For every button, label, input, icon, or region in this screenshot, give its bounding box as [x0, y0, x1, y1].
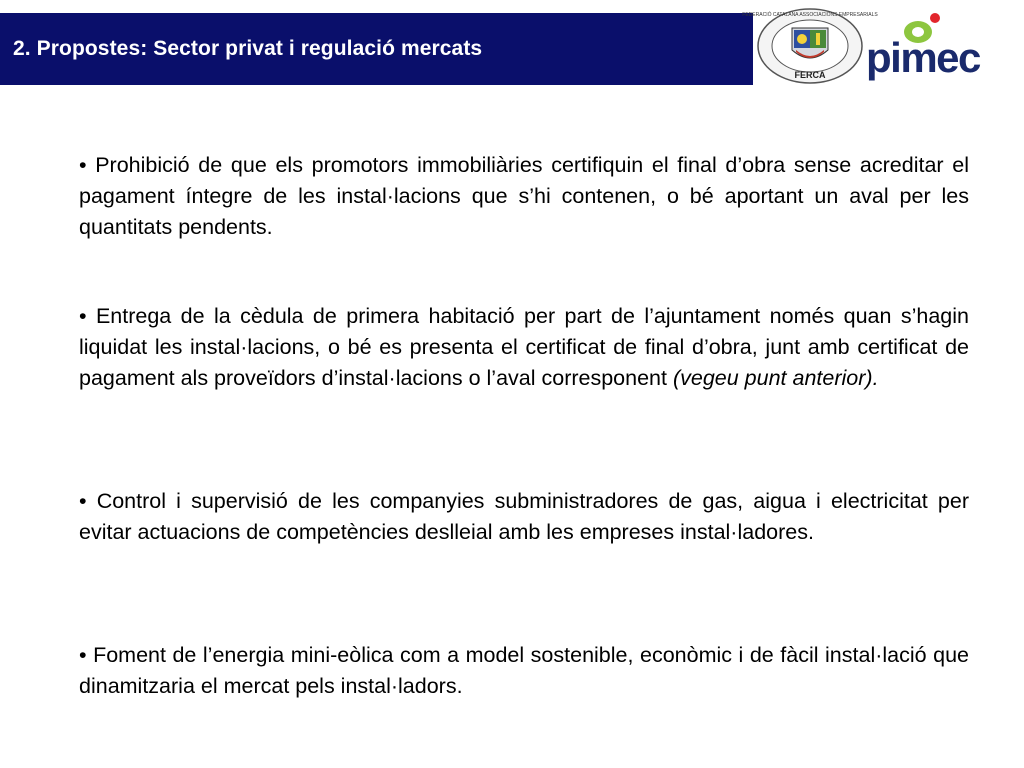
ferca-text: FERCA — [794, 70, 826, 80]
slide-title: 2. Propostes: Sector privat i regulació mercats — [13, 37, 483, 60]
pimec-logo — [866, 10, 996, 86]
bullet-period: . — [872, 366, 879, 390]
pimec-wordmark: pimec — [866, 34, 980, 81]
bullet-item-4 — [79, 640, 969, 702]
bullet-item-1 — [79, 150, 969, 243]
bullet-marker: • — [79, 153, 87, 177]
bullet-text: Control i supervisió de les companyies subministradores de gas, aigua i electricitat per evitar actuacions de competències deslleial amb les empreses instal·ladores. — [79, 489, 969, 544]
bullet-marker: • — [79, 643, 87, 667]
bullet-text: Prohibició de que els promotors immobiliàries certifiquin el final d’obra sense acreditar el pagament íntegre de les instal·lacions que s’hi contenen, o bé aportant un aval per les quantitats pendents. — [79, 153, 969, 239]
bullet-text: Entrega de la cèdula de primera habitació per part de l’ajuntament només quan s’hagin liquidat les instal·lacions, o bé es presenta el certificat de final d’obra, junt amb certificat de pagament als proveïdors d’instal·lacions o l’aval corresponent — [79, 304, 969, 390]
ferca-ring-text: FEDERACIÓ CATALANA ASSOCIACIONS EMPRESARIALS — [742, 12, 878, 18]
bullet-marker: • — [79, 489, 87, 513]
bullet-item-3 — [79, 486, 969, 548]
bullet-marker: • — [79, 304, 87, 328]
bullet-text: Foment de l’energia mini-eòlica com a model sostenible, econòmic i de fàcil instal·lació que dinamitzaria el mercat pels instal·ladors. — [79, 643, 969, 698]
bullet-italic-note: (vegeu punt anterior) — [672, 366, 873, 390]
title-bar — [0, 13, 753, 85]
ferca-logo — [742, 6, 878, 86]
bullet-item-2 — [79, 301, 969, 394]
